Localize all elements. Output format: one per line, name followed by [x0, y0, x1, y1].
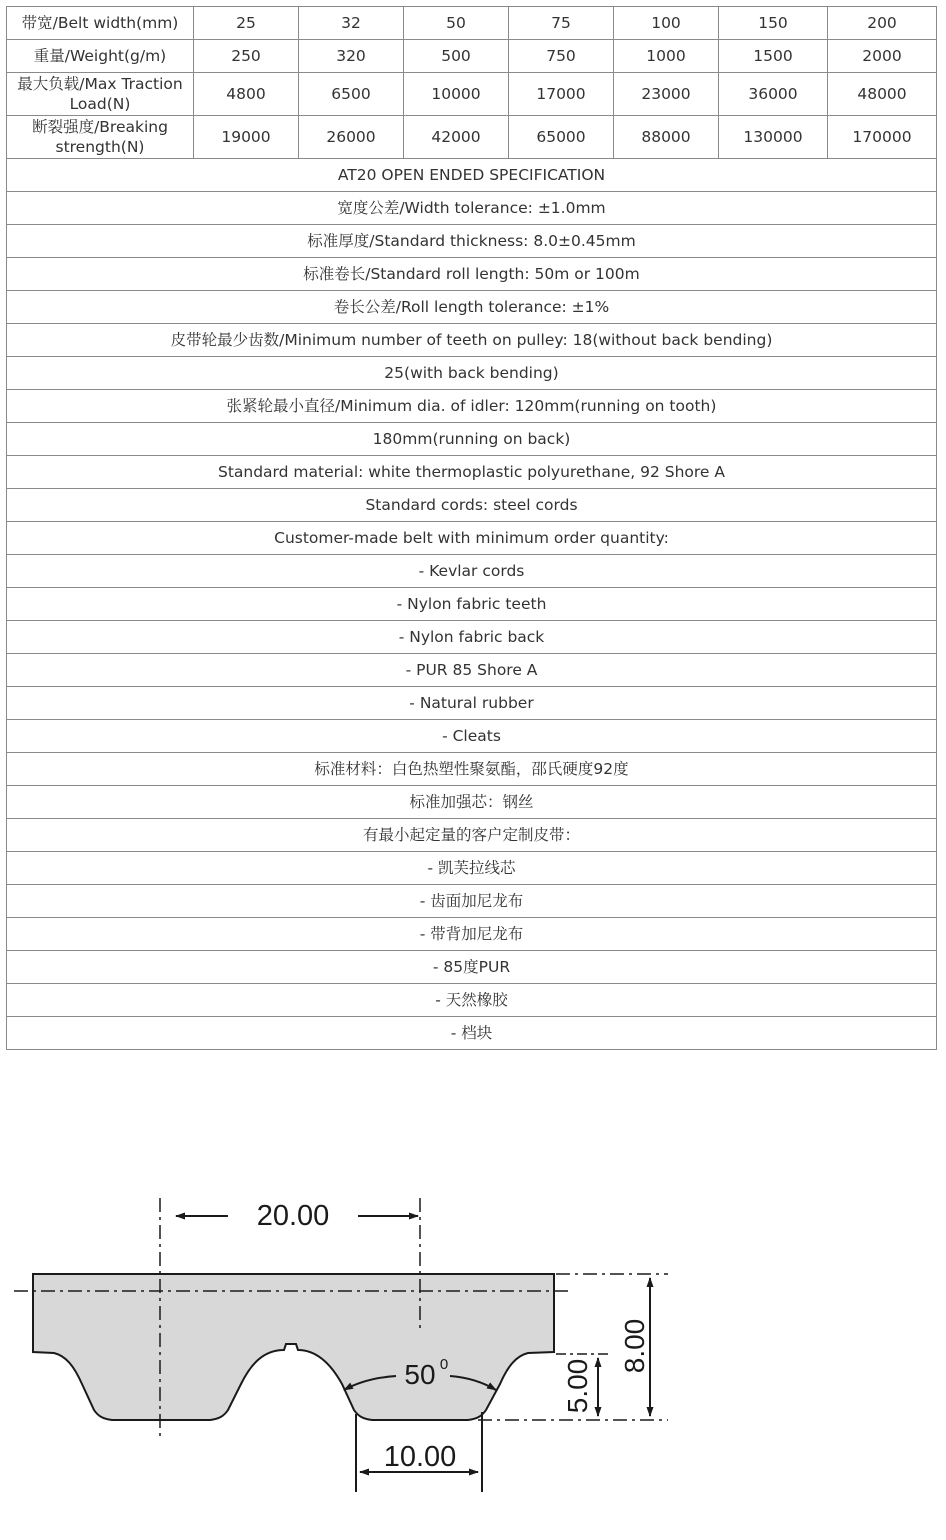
spec-line-row — [7, 291, 937, 324]
spec-line-row — [7, 258, 937, 291]
row-weight — [7, 40, 937, 73]
cell: 23000 — [614, 73, 719, 116]
cell: 100 — [614, 7, 719, 40]
belt-profile-shape — [33, 1274, 554, 1420]
total-height-label: 8.00 — [619, 1318, 650, 1374]
spec-line: Standard material: white thermoplastic polyurethane, 92 Shore A — [7, 456, 937, 489]
spec-line-row — [7, 588, 937, 621]
row-label: 带宽/Belt width(mm) — [7, 7, 194, 40]
spec-line: - 天然橡胶 — [7, 984, 937, 1017]
spec-line: 卷长公差/Roll length tolerance: ±1% — [7, 291, 937, 324]
spec-line: - Nylon fabric teeth — [7, 588, 937, 621]
spec-line-row — [7, 951, 937, 984]
spec-line-row — [7, 159, 937, 192]
spec-line: 宽度公差/Width tolerance: ±1.0mm — [7, 192, 937, 225]
row-label: 最大负载/Max Traction Load(N) — [7, 73, 194, 116]
spec-line-row — [7, 786, 937, 819]
cell: 500 — [404, 40, 509, 73]
angle-label: 50 — [404, 1359, 436, 1390]
spec-line: 标准加强芯：钢丝 — [7, 786, 937, 819]
spec-line: Customer-made belt with minimum order quantity: — [7, 522, 937, 555]
spec-line-row — [7, 225, 937, 258]
cell: 750 — [509, 40, 614, 73]
cell: 170000 — [828, 116, 937, 159]
spec-line: 有最小起定量的客户定制皮带： — [7, 819, 937, 852]
cell: 10000 — [404, 73, 509, 116]
cell: 88000 — [614, 116, 719, 159]
spec-line-row — [7, 753, 937, 786]
spec-line-row — [7, 885, 937, 918]
cell: 130000 — [719, 116, 828, 159]
cell: 32 — [299, 7, 404, 40]
cell: 48000 — [828, 73, 937, 116]
spec-line-row — [7, 324, 937, 357]
spec-line: - 齿面加尼龙布 — [7, 885, 937, 918]
row-label: 重量/Weight(g/m) — [7, 40, 194, 73]
spec-line: - 凯芙拉线芯 — [7, 852, 937, 885]
cell: 6500 — [299, 73, 404, 116]
cell: 1000 — [614, 40, 719, 73]
spec-line-row — [7, 192, 937, 225]
spec-line: - Cleats — [7, 720, 937, 753]
cell: 17000 — [509, 73, 614, 116]
spec-line-row — [7, 819, 937, 852]
spec-line: 标准厚度/Standard thickness: 8.0±0.45mm — [7, 225, 937, 258]
angle-degree-mark: 0 — [439, 1356, 449, 1373]
cell: 320 — [299, 40, 404, 73]
cell: 200 — [828, 7, 937, 40]
spec-line: 180mm(running on back) — [7, 423, 937, 456]
spec-line-row — [7, 720, 937, 753]
cell: 26000 — [299, 116, 404, 159]
spec-line: - Nylon fabric back — [7, 621, 937, 654]
row-breaking-strength — [7, 116, 937, 159]
tooth-height-label: 5.00 — [562, 1358, 593, 1414]
spec-line: - 档块 — [7, 1017, 937, 1050]
spec-line-row — [7, 1017, 937, 1050]
spec-line: AT20 OPEN ENDED SPECIFICATION — [7, 159, 937, 192]
spec-line-row — [7, 456, 937, 489]
pitch-dimension-label: 20.00 — [256, 1200, 330, 1232]
cell: 19000 — [194, 116, 299, 159]
cell: 25 — [194, 7, 299, 40]
cell: 4800 — [194, 73, 299, 116]
row-max-traction-load — [7, 73, 937, 116]
spec-line: 张紧轮最小直径/Minimum dia. of idler: 120mm(running on tooth) — [7, 390, 937, 423]
spec-line: - Kevlar cords — [7, 555, 937, 588]
spec-line: 25(with back bending) — [7, 357, 937, 390]
spec-line-row — [7, 390, 937, 423]
cell: 65000 — [509, 116, 614, 159]
row-belt-width — [7, 7, 937, 40]
spec-line: 标准材料：白色热塑性聚氨酯，邵氏硬度92度 — [7, 753, 937, 786]
cell: 36000 — [719, 73, 828, 116]
spec-line: 标准卷长/Standard roll length: 50m or 100m — [7, 258, 937, 291]
cell: 42000 — [404, 116, 509, 159]
spec-line-row — [7, 621, 937, 654]
spec-line-row — [7, 522, 937, 555]
spec-line-row — [7, 984, 937, 1017]
cell: 1500 — [719, 40, 828, 73]
spec-line-row — [7, 555, 937, 588]
cell: 250 — [194, 40, 299, 73]
cell: 150 — [719, 7, 828, 40]
spec-line: - 带背加尼龙布 — [7, 918, 937, 951]
spec-line: - 85度PUR — [7, 951, 937, 984]
spec-line-row — [7, 423, 937, 456]
spec-line-row — [7, 852, 937, 885]
spec-line-row — [7, 357, 937, 390]
cell: 75 — [509, 7, 614, 40]
spec-line: 皮带轮最少齿数/Minimum number of teeth on pulley: 18(without back bending) — [7, 324, 937, 357]
spec-line-row — [7, 687, 937, 720]
spec-table — [6, 6, 937, 1050]
spec-line: - Natural rubber — [7, 687, 937, 720]
row-label: 断裂强度/Breaking strength(N) — [7, 116, 194, 159]
spec-line-row — [7, 489, 937, 522]
belt-profile-diagram — [0, 1180, 700, 1510]
spec-line: Standard cords: steel cords — [7, 489, 937, 522]
tooth-width-label: 10.00 — [383, 1441, 457, 1473]
spec-table-body — [7, 7, 937, 1050]
spec-line-row — [7, 654, 937, 687]
spec-line: - PUR 85 Shore A — [7, 654, 937, 687]
spec-line-row — [7, 918, 937, 951]
cell: 50 — [404, 7, 509, 40]
cell: 2000 — [828, 40, 937, 73]
